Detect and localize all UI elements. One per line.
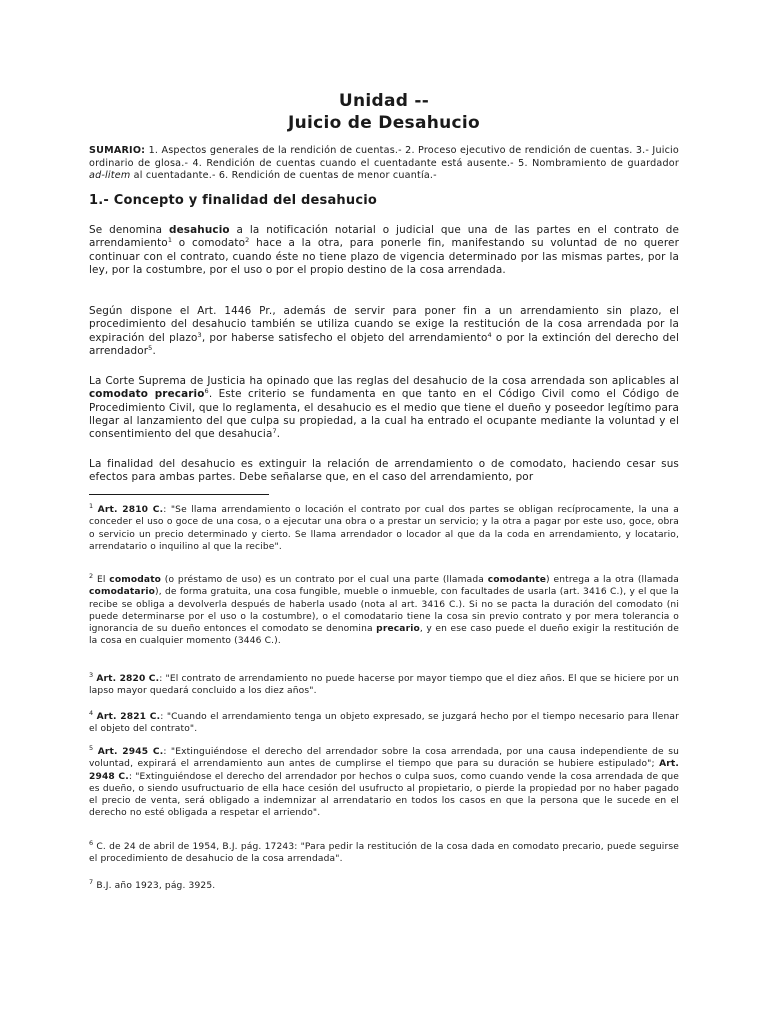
- p1-text: Se denomina: [89, 224, 170, 236]
- p3-text-c: .: [276, 428, 281, 441]
- summary-paragraph: [89, 145, 679, 183]
- footnote-3-text: : "El contrato de arrendamiento no puede hacerse por mayor tiempo que el diez años. El que se hiciere por un lapso mayor quedará concluido a los diez años".: [89, 674, 679, 697]
- footnote-1-article: Art. 2810 C.: [97, 505, 164, 515]
- footnote-2-text-d: ), de forma gratuita, una cosa fungible, mueble o inmueble, con facultades de usarla (art. 3416 C.), y el que la recibe se obliga a devolverla después de haberla usado (nota al art. 3416 C.). Si no se pacta la duración del comodato (ni puede determinarse por el uso o la costumbre), o el comodatario tiene la cosa sin previo contrato y por mera tolerancia o ignorancia de su dueño entonces el comodato se denomina: [89, 587, 679, 635]
- footnote-2-term-comodato: comodato: [109, 575, 162, 585]
- summary-text: 1. Aspectos generales de la rendición de cuentas.- 2. Proceso ejecutivo de rendición de cuentas. 3.- Juicio ordinario de glosa.- 4. Rendición de cuentas cuando el cuentadante está ausente.- 5. Nombramiento de guardador: [89, 145, 679, 169]
- footnote-2-text-e: , y en ese caso puede el dueño exigir la restitución de la cosa en cualquier momento (3446 C.).: [89, 624, 679, 647]
- summary-text-end: al cuentadante.- 6. Rendición de cuentas de menor cuantía.-: [130, 170, 437, 182]
- footnote-2-text-c: ) entrega a la otra (llamada: [546, 575, 680, 585]
- paragraph-3: [89, 375, 679, 441]
- footnote-2-term-comodatario: comodatario: [89, 587, 155, 598]
- footnote-6-text: C. de 24 de abril de 1954, B.J. pág. 17243: "Para pedir la restitución de la cosa dada en comodato precario, puede seguirse el procedimiento de desahucio de la cosa arrendada".: [89, 842, 679, 865]
- footnote-ref-3[interactable]: 3: [197, 330, 202, 339]
- p1-text-c: o comodato: [172, 237, 246, 250]
- document-title: [0, 90, 768, 134]
- title-line-unit: Unidad --: [338, 91, 430, 111]
- footnote-7: [89, 880, 679, 892]
- footnote-ref-1[interactable]: 1: [167, 236, 173, 245]
- footnote-5: [89, 746, 679, 820]
- footnote-divider: [89, 494, 269, 495]
- p1-bold-term: desahucio: [169, 224, 230, 236]
- footnote-ref-4[interactable]: 4: [487, 330, 492, 339]
- footnote-5-article-b: Art. 2948 C.: [89, 759, 679, 782]
- footnote-4-article: Art. 2821 C.: [96, 712, 161, 722]
- footnote-ref-2[interactable]: 2: [245, 236, 250, 245]
- footnote-1-text: : "Se llama arrendamiento o locación el contrato por cual dos partes se obligan recíprocamente, la una a conceder el uso o goce de una cosa, o a ejecutar una obra o a prestar un servicio; y la otra a pagar por este uso, goce, obra o servicio un precio determinado y cierto. Se llama arrendador o locador al que da la coda en arrendamiento, y locatario, arrendatario o inquilino al que la recibe".: [89, 505, 679, 552]
- paragraph-4: [89, 458, 679, 485]
- footnote-3-number: 3: [89, 671, 94, 679]
- footnote-2-number: 2: [89, 572, 94, 580]
- footnote-3: [89, 673, 679, 698]
- footnote-7-number: 7: [89, 878, 94, 886]
- p3-text: La Corte Suprema de Justicia ha opinado que las reglas del desahucio de la cosa arrendada son aplicables al: [89, 375, 679, 387]
- footnote-2-text: El: [93, 575, 110, 585]
- footnote-4: [89, 711, 679, 736]
- footnote-ref-7[interactable]: 7: [272, 427, 277, 436]
- footnote-5-article-a: Art. 2945 C.: [97, 747, 164, 757]
- p1-text-d: hace a la otra, para ponerle fin, manifestando su voluntad de no querer continuar con el contrato, cuando éste no tiene plazo de vigencia determinado por las mismas partes, por la ley, por la costumbre, por el uso o por el propio destino de la cosa arrendada.: [89, 237, 679, 276]
- section-heading: 1.- Concepto y finalidad del desahucio: [89, 193, 378, 208]
- footnote-2-term-comodante: comodante: [487, 575, 547, 585]
- footnote-5-number: 5: [89, 744, 94, 752]
- footnote-7-text: B.J. año 1923, pág. 3925.: [93, 881, 216, 891]
- footnote-2-text-b: (o préstamo de uso) es un contrato por el cual una parte (llamada: [161, 575, 488, 585]
- p2-text: Según dispone el Art. 1446 Pr., además de servir para poner fin a un arrendamiento sin plazo, el procedimiento del desahucio también se utiliza cuando se exige la restitución de la cosa arrendada por la expiración del plazo: [89, 305, 679, 344]
- footnote-5-text: : "Extinguiéndose el derecho del arrendador sobre la cosa arrendada, por una causa independiente de su voluntad, expirará el arrendamiento aun antes de cumplirse el tiempo que para su duración se hubiere estipulado";: [89, 747, 679, 770]
- footnote-4-text: : "Cuando el arrendamiento tenga un objeto expresado, se juzgará hecho por el tiempo necesario para llenar el objeto del contrato".: [89, 712, 679, 735]
- footnote-3-article: Art. 2820 C.: [96, 674, 160, 684]
- summary-italic: ad-litem: [89, 170, 131, 182]
- footnote-2: [89, 574, 679, 648]
- title-line-topic: Juicio de Desahucio: [287, 113, 481, 133]
- footnote-4-number: 4: [89, 709, 94, 717]
- summary-label: SUMARIO:: [89, 145, 146, 156]
- footnote-ref-5[interactable]: 5: [148, 343, 153, 352]
- footnote-1-number: 1: [89, 502, 94, 510]
- p1-text-b: a la notificación notarial o judicial que una de las partes en el contrato de arrendamiento: [89, 224, 679, 250]
- footnote-6: [89, 841, 679, 866]
- p3-bold-term: comodato precario: [89, 388, 205, 401]
- footnote-5-text-b: : "Extinguiéndose el derecho del arrendador por hechos o culpa suos, como cuando vende la cosa arrendada de que es dueño, o siendo usufructuario de ella hace cesión del usufructo al propietario, o pierde la propiedad por no haber pagado el precio de venta, será obligado a indemnizar al arrendatario en todos los casos en que la persona que le sucede en el derecho no esté obligada a respetar el arriendo".: [89, 771, 679, 819]
- p2-text-d: .: [152, 344, 156, 357]
- p3-text-b: . Este criterio se fundamenta en que tanto en el Código Civil como el Código de Procedimiento Civil, que lo reglamenta, el desahucio es el medio que tiene el dueño y poseedor legítimo para llegar al lanzamiento del que culpa su propiedad, a la cual ha entrado el ocupante mediante la voluntad y el consentimiento del que desahucia: [89, 388, 679, 441]
- p2-text-c: o por la extinción del derecho del arrendador: [89, 331, 679, 357]
- paragraph-1: [89, 224, 679, 277]
- footnote-ref-6[interactable]: 6: [204, 387, 209, 396]
- footnote-1: [89, 504, 679, 553]
- p4-text: La finalidad del desahucio es extinguir la relación de arrendamiento o de comodato, haciendo cesar sus efectos para ambas partes. Debe señalarse que, en el caso del arrendamiento, por: [89, 458, 679, 484]
- footnote-2-term-precario: precario: [376, 624, 420, 635]
- paragraph-2: [89, 305, 679, 358]
- footnote-6-number: 6: [89, 839, 94, 847]
- p2-text-b: , por haberse satisfecho el objeto del arrendamiento: [201, 331, 488, 344]
